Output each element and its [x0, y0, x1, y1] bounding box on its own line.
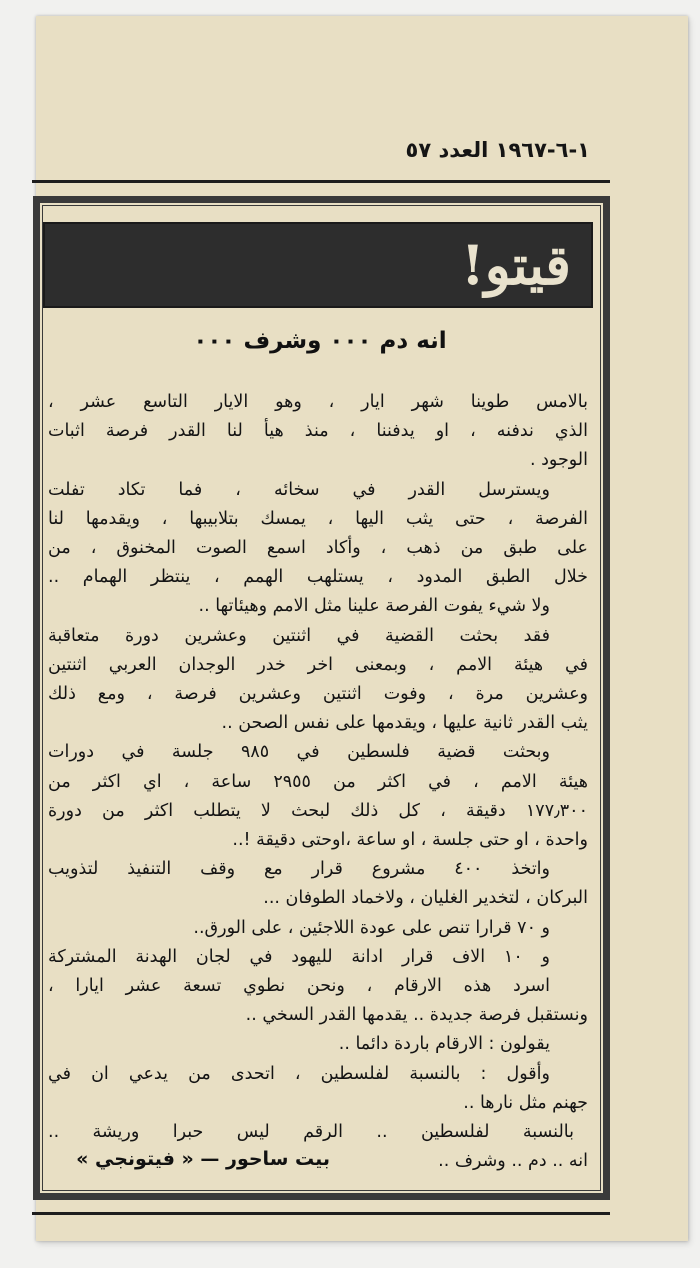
article-line: الفرصة ، حتى يثب اليها ، يمسك بتلابيبها ، ويقدمها لنا — [48, 508, 588, 529]
article-line: و ١٠ الاف قرار ادانة لليهود في لجان الهدنة المشتركة — [48, 946, 550, 967]
article-line: واتخذ ٤٠٠ مشروع قرار مع وقف التنفيذ لتذويب — [48, 859, 550, 880]
article-line: ولا شيء يفوت الفرصة علينا مثل الامم وهيئاتها .. — [198, 596, 550, 617]
article-line: البركان ، لتخدير الغليان ، ولاخماد الطوفان ... — [263, 888, 588, 909]
article-line: الوجود . — [529, 450, 588, 471]
article-line: فقد بحثت القضية في اثنتين وعشرين دورة متعاقبة — [48, 625, 550, 646]
byline: بيت ساحور — « فيتونجي » — [76, 1148, 330, 1170]
article-line: الذي ندفنه ، او يدفننا ، منذ هيأ لنا القدر فرصة اثبات — [48, 421, 588, 442]
article-line: وبحثت قضية فلسطين في ٩٨٥ جلسة في دورات — [48, 742, 551, 763]
column-title: قيتو! — [460, 233, 571, 297]
article-line: جهنم مثل نارها .. — [463, 1092, 588, 1113]
article-line: اسرد هذه الارقام ، ونحن نطوي تسعة عشر ايارا ، — [48, 976, 550, 997]
article-body — [48, 388, 588, 1176]
article-line: هيئة الامم ، في اكثر من ٢٩٥٥ ساعة ، اي اكثر من — [48, 771, 588, 792]
article-line: يثب القدر ثانية عليها ، ويقدمها على نفس الصحن .. — [221, 713, 588, 734]
article-line: و ٧٠ قرارا تنص على عودة اللاجئين ، على الورق.. — [193, 917, 550, 938]
article-line: بالامس طوينا شهر ايار ، وهو الايار التاسع عشر ، — [48, 392, 588, 412]
article-line: ١٧٧٫٣٠٠ دقيقة ، كل ذلك لبحث لا يتطلب اكثر من دورة — [48, 800, 588, 821]
article-line: ويسترسل القدر في سخائه ، فما تكاد تفلت — [48, 479, 550, 500]
article-line: وأقول : بالنسبة لفلسطين ، اتحدى من يدعي ان في — [48, 1063, 550, 1084]
top-rule — [32, 180, 610, 183]
headline: انه دم ٠٠٠ وشرف ٠٠٠ — [193, 328, 447, 354]
article-line: واحدة ، او حتى جلسة ، او ساعة ،اوحتى دقيقة !.. — [232, 830, 588, 851]
article-line: انه .. دم .. وشرف .. — [438, 1151, 588, 1172]
column-banner — [43, 222, 593, 308]
bottom-rule — [32, 1212, 610, 1215]
article-line: في هيئة الامم ، وبمعنى اخر خدر الوجدان العربي اثنتين — [48, 654, 588, 675]
dateline: ١-٦-١٩٦٧ العدد ٥٧ — [405, 138, 590, 162]
article-line: وعشرين مرة ، وفوت اثنتين وعشرين فرصة ، ومع ذلك — [48, 684, 588, 705]
article-line: خلال الطبق المدود ، يستلهب الهمم ، ينتظر الهمام .. — [48, 567, 588, 588]
article-line: يقولون : الارقام باردة دائما .. — [338, 1034, 550, 1055]
article-line: ونستقبل فرصة جديدة .. يقدمها القدر السخي .. — [245, 1005, 588, 1026]
article-line: بالنسبة لفلسطين .. الرقم ليس حبرا وريشة .. — [48, 1122, 574, 1143]
article-line: على طبق من ذهب ، وأكاد اسمع الصوت المخنوق ، من — [48, 538, 588, 559]
